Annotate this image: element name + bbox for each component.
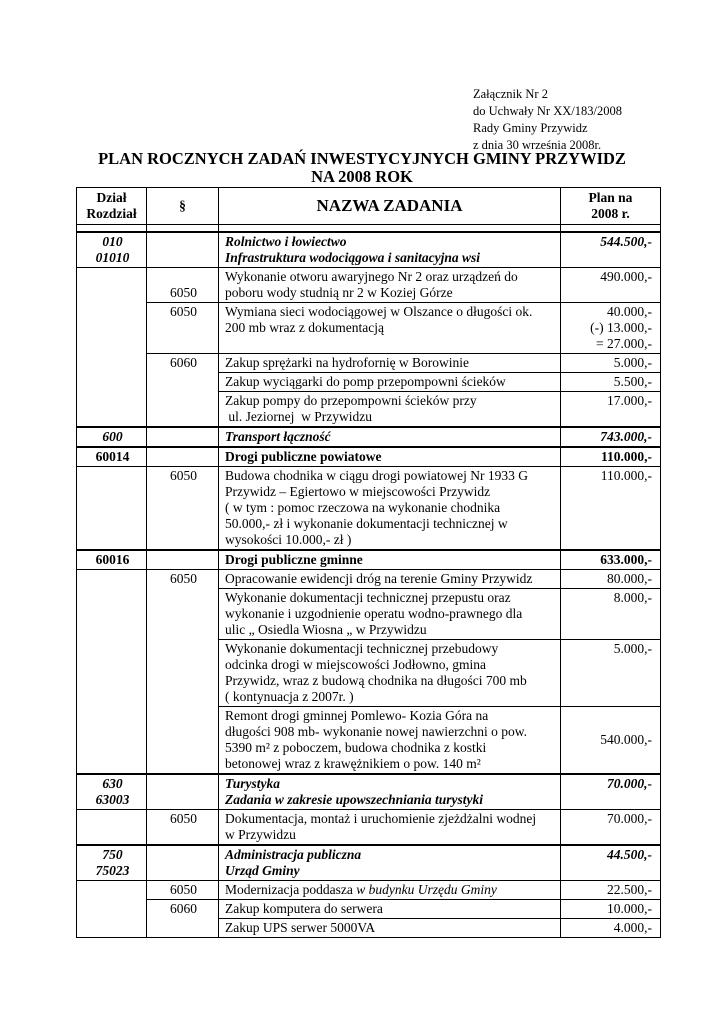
task-amount: 110.000,- [561, 467, 661, 551]
task-name-cell [219, 640, 561, 707]
subsection-name: Drogi publiczne gminne [219, 550, 561, 570]
subsection-name: Zadania w zakresie upowszechniania turystyki [225, 792, 484, 807]
table-row [77, 881, 661, 900]
task-name-line: Remont drogi gminnej Pomlewo- Kozia Góra na [225, 708, 489, 723]
amount-line: (-) 13.000,- [590, 320, 652, 335]
header-plan-line-1: Plan na [588, 190, 633, 205]
amount-line: 40.000,- [607, 304, 652, 319]
annex-line-3: Rady Gminy Przywidz [473, 121, 588, 135]
section-name: Rolnictwo i łowiectwo [225, 234, 347, 249]
header-paragraf: § [147, 188, 219, 225]
paragraf-cell: 6050 [147, 303, 219, 354]
section-row-600 [77, 427, 661, 447]
rozdzial-code: 63003 [95, 792, 130, 807]
task-amount: 10.000,- [561, 900, 661, 919]
task-name-part-italic: w budynku Urzędu Gminy [356, 882, 497, 897]
section-name: Turystyka [225, 776, 280, 791]
task-name-line: ( kontynuacja z 2007r. ) [225, 689, 354, 704]
header-rozdzial: Rozdział [86, 206, 137, 221]
paragraf-cell: 6050 [147, 268, 219, 303]
paragraf-cell [147, 774, 219, 810]
table-row [77, 354, 661, 373]
paragraf-cell: 6050 [147, 881, 219, 900]
dzial-cell [77, 774, 147, 810]
task-amount: 5.500,- [561, 373, 661, 392]
task-name-cell [219, 303, 561, 354]
dzial-code: 600 [77, 427, 147, 447]
section-amount: 44.500,- [561, 845, 661, 881]
task-amount: 70.000,- [561, 810, 661, 846]
amount-line: = 27.000,- [596, 336, 652, 351]
task-amount: 17.000,- [561, 392, 661, 428]
table-row [77, 900, 661, 919]
rozdzial-code: 60016 [77, 550, 147, 570]
annex-line-1: Załącznik Nr 2 [473, 87, 548, 101]
subsection-name: Urząd Gminy [225, 863, 300, 878]
task-name-cell [219, 881, 561, 900]
task-amount: 22.500,- [561, 881, 661, 900]
task-name-line: wykonanie i uzgodnienie operatu wodno-prawnego dla [225, 606, 523, 621]
table-row [77, 810, 661, 846]
paragraf-cell [147, 447, 219, 467]
task-name-line: Dokumentacja, montaż i uruchomienie zjeżdżalni wodnej [225, 811, 537, 826]
task-name-line: Budowa chodnika w ciągu drogi powiatowej Nr 1933 G [225, 468, 528, 483]
annex-line-2: do Uchwały Nr XX/183/2008 [473, 104, 622, 118]
task-name-cell [219, 467, 561, 551]
task-name-line: poboru wody studnią nr 2 w Koziej Górze [225, 285, 453, 300]
section-row-630 [77, 774, 661, 810]
task-amount: 490.000,- [561, 268, 661, 303]
section-name-cell [219, 232, 561, 268]
task-name-line: ulic „ Osiedla Wiosna „ w Przywidzu [225, 622, 427, 637]
paragraf-cell: 6060 [147, 900, 219, 938]
paragraf-cell [147, 550, 219, 570]
task-name-cell [219, 810, 561, 846]
table-row [77, 467, 661, 551]
section-name: Transport łączność [219, 427, 561, 447]
task-name-cell: Zakup UPS serwer 5000VA [219, 919, 561, 938]
paragraf-cell: 6060 [147, 354, 219, 428]
task-name-cell: Zakup wyciągarki do pomp przepompowni ścieków [219, 373, 561, 392]
rozdzial-code: 01010 [95, 250, 130, 265]
task-name-line: Przywidz, wraz z budową chodnika na długości 700 mb [225, 673, 527, 688]
subsection-row-60016 [77, 550, 661, 570]
header-dzial: Dział [96, 190, 127, 205]
dzial-code: 010 [102, 234, 123, 249]
task-amount: 8.000,- [561, 589, 661, 640]
task-name-cell: Opracowanie ewidencji dróg na terenie Gminy Przywidz [219, 570, 561, 589]
task-name-line: długości 908 mb- wykonanie nowej nawierzchni o pow. [225, 724, 528, 739]
task-name-line: Przywidz – Egiertowo w miejscowości Przywidz [225, 484, 491, 499]
investment-table [76, 187, 661, 938]
section-name: Administracja publiczna [225, 847, 362, 862]
rozdzial-code: 60014 [77, 447, 147, 467]
paragraf-cell: 6050 [147, 467, 219, 551]
task-name-line: 50.000,- zł i wykonanie dokumentacji technicznej w [225, 516, 508, 531]
task-name-line: Zakup pompy do przepompowni ścieków przy [225, 393, 477, 408]
dzial-code: 750 [102, 847, 123, 862]
task-name-line: Wymiana sieci wodociągowej w Olszance o długości ok. [225, 304, 533, 319]
paragraf-cell: 6050 [147, 570, 219, 775]
task-name-part: Modernizacja poddasza [225, 882, 357, 897]
page-title [0, 150, 724, 186]
section-amount: 743.000,- [561, 427, 661, 447]
task-amount: 5.000,- [561, 354, 661, 373]
annex-line-4: z dnia 30 września 2008r. [473, 138, 602, 152]
task-name-line: Wykonanie dokumentacji technicznej przebudowy [225, 641, 499, 656]
section-row-010 [77, 232, 661, 268]
title-line-2: NA 2008 ROK [311, 167, 413, 186]
title-line-1: PLAN ROCZNYCH ZADAŃ INWESTYCYJNYCH GMINY PRZYWIDZ [98, 149, 626, 168]
dzial-cell [77, 845, 147, 881]
section-name-cell [219, 845, 561, 881]
task-name-line: betonowej wraz z krawężnikiem o pow. 140 m² [225, 756, 481, 771]
task-amount: 540.000,- [561, 707, 661, 775]
dzial-cell [77, 467, 147, 551]
table-row [77, 303, 661, 354]
task-name-line: ( w tym : pomoc rzeczowa na wykonanie chodnika [225, 500, 501, 515]
table-row [77, 570, 661, 589]
task-amount: 80.000,- [561, 570, 661, 589]
subsection-amount: 633.000,- [561, 550, 661, 570]
subsection-name: Infrastruktura wodociągowa i sanitacyjna wsi [225, 250, 481, 265]
task-name-cell [219, 268, 561, 303]
task-amount: 5.000,- [561, 640, 661, 707]
task-name-cell: Zakup komputera do serwera [219, 900, 561, 919]
task-name-line: wysokości 10.000,- zł ) [225, 532, 352, 547]
rozdzial-code: 75023 [95, 863, 130, 878]
header-plan-line-2: 2008 r. [591, 206, 630, 221]
task-amount [561, 303, 661, 354]
dzial-code: 630 [102, 776, 123, 791]
section-name-cell [219, 774, 561, 810]
subsection-name: Drogi publiczne powiatowe [219, 447, 561, 467]
header-plan [561, 188, 661, 225]
table-row [77, 268, 661, 303]
task-name-line: w Przywidzu [225, 827, 296, 842]
task-amount: 4.000,- [561, 919, 661, 938]
paragraf-cell: 6050 [147, 810, 219, 846]
table-header-row [77, 188, 661, 225]
subsection-amount: 110.000,- [561, 447, 661, 467]
dzial-cell [77, 232, 147, 268]
task-name-line: Wykonanie otworu awaryjnego Nr 2 oraz urządzeń do [225, 269, 518, 284]
section-amount: 544.500,- [561, 232, 661, 268]
task-name-line: odcinka drogi w miejscowości Jodłowno, gmina [225, 657, 486, 672]
task-name-cell [219, 589, 561, 640]
header-dzial-rozdzial [77, 188, 147, 225]
task-name-line: ul. Jeziornej w Przywidzu [225, 409, 372, 424]
annex-note [473, 86, 622, 154]
dzial-cell [77, 268, 147, 428]
section-row-750 [77, 845, 661, 881]
paragraf-cell [147, 427, 219, 447]
task-name-cell [219, 707, 561, 775]
section-amount: 70.000,- [561, 774, 661, 810]
paragraf-cell [147, 232, 219, 268]
subsection-row-60014 [77, 447, 661, 467]
task-name-cell [219, 392, 561, 428]
task-name-line: 200 mb wraz z dokumentacją [225, 320, 384, 335]
paragraf-cell [147, 845, 219, 881]
dzial-cell [77, 570, 147, 775]
task-name-line: 5390 m² z poboczem, budowa chodnika z kostki [225, 740, 487, 755]
header-nazwa: NAZWA ZADANIA [219, 188, 561, 225]
task-name-line: Wykonanie dokumentacji technicznej przepustu oraz [225, 590, 511, 605]
task-name-cell: Zakup sprężarki na hydrofornię w Borowinie [219, 354, 561, 373]
header-spacer-row [77, 225, 661, 233]
dzial-cell [77, 810, 147, 846]
dzial-cell [77, 881, 147, 938]
